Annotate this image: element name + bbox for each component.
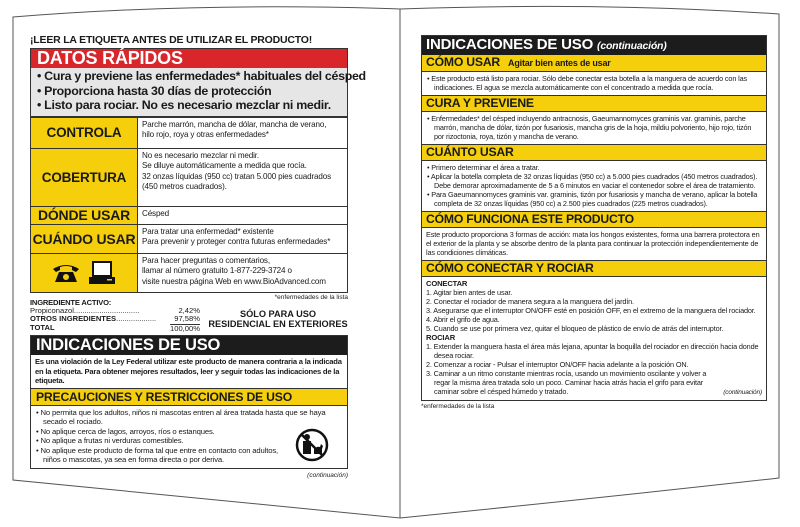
fact-row-controla bbox=[31, 117, 347, 148]
precaution-item: • No aplique a frutas ni verduras comestibles. bbox=[36, 436, 184, 446]
fact-row-cuando-usar bbox=[31, 224, 347, 253]
precaution-item: • No aplique este producto de forma tal que entre en contacto con adultos, niños o mascotas, ya sea en forma directa o por deriva. bbox=[36, 445, 279, 465]
title-suffix: (continuación) bbox=[597, 40, 667, 52]
fact-line: No es necesario mezclar ni medir. bbox=[142, 150, 259, 160]
como-funciona-body: Este producto proporciona 3 formas de acción: mata los hongos existentes, forma una barrera protectora en el exterior de la planta y se absorbe dentro de la planta para continuar la protección independientemente de las condiciones climáticas. bbox=[426, 230, 760, 257]
fact-row-donde-usar bbox=[31, 206, 347, 224]
section-como-funciona: CÓMO FUNCIONA ESTE PRODUCTO bbox=[422, 211, 766, 228]
bullet-item: • Este producto está listo para rociar. Sólo debe conectar esta botella a la manguera de acuerdo con las indicaciones. El agua se mezcla automáticamente con el concentrado a medida que rocía. bbox=[427, 74, 747, 92]
indicaciones-title: INDICACIONES DE USO bbox=[31, 336, 347, 355]
ingredient-pct: 2,42% bbox=[178, 305, 200, 315]
phone-icon bbox=[51, 262, 81, 284]
ingredient-name: Propiconazol bbox=[30, 305, 74, 315]
indicaciones-continued-title bbox=[422, 36, 766, 55]
datos-rapidos-box bbox=[30, 48, 366, 117]
title-text: INDICACIONES DE USO bbox=[426, 36, 594, 53]
continuation-note: (continuación) bbox=[307, 471, 348, 479]
leader-dots: ............................... bbox=[73, 305, 140, 315]
indicaciones-continued-box bbox=[421, 35, 767, 401]
fact-key: DÓNDE USAR bbox=[31, 207, 138, 224]
conectar-rociar-body bbox=[422, 277, 766, 400]
fact-row-cobertura bbox=[31, 148, 347, 206]
section-cura-previene: CURA Y PREVIENE bbox=[422, 95, 766, 112]
fact-value bbox=[138, 254, 347, 292]
ingredients-title: INGREDIENTE ACTIVO: bbox=[30, 297, 112, 307]
cuanto-usar-body bbox=[422, 161, 766, 211]
step-item: 3. Caminar a un ritmo constante mientras rocía, usando un movimiento oscilante y volver a regar la misma área tratada solo un poco. Caminar hacia atrás hacia el grifo para evitar caminar sobre el césped húmedo y tratado. bbox=[426, 369, 707, 396]
ingredients-section bbox=[30, 299, 348, 334]
fact-line: Para tratar una enfermedad* existente bbox=[142, 226, 274, 236]
precaution-item: • No aplique cerca de lagos, arroyos, ríos o estanques. bbox=[36, 426, 215, 436]
ingredients bbox=[30, 299, 200, 334]
bullet-item: • Enfermedades* del césped incluyendo antracnosis, Gaeumannomyces graminis var. graminis, parche marrón, mancha de dólar, tizón por fusariosis, mancha gris de la hoja, mildiu polvoriento, hijo rojo, tizón por rizoctonia, roya, tizón y mancha de verano. bbox=[427, 114, 752, 141]
contact-icons bbox=[31, 254, 138, 292]
rociar-title: ROCIAR bbox=[426, 333, 456, 342]
footnote: *enfermedades de la lista bbox=[274, 293, 348, 301]
fact-value bbox=[138, 207, 347, 224]
step-item: 4. Abrir el grifo de agua. bbox=[426, 315, 500, 324]
footnote: *enfermedades de la lista bbox=[421, 403, 495, 410]
bullet-item: • Aplicar la botella completa de 32 onzas líquidas (950 cc) a 5.000 pies cuadrados (450 metros cuadrados). Debe demorar aproximadamente de 5 a 6 minutos en vaciar el contenedor sobre el área de tratamiento. bbox=[427, 172, 758, 190]
federal-law-warning: Es una violación de la Ley Federal utilizar este producto de manera contraria a la indicada en la etiqueta. Para obtener mejores resultados, leer y seguir todas las indicaciones de la etiqueta. bbox=[31, 355, 347, 389]
step-item: 1. Extender la manguera hasta el área más lejana, apuntar la boquilla del rociador en dirección hacia donde desea rociar. bbox=[426, 342, 759, 360]
fact-line: Para prevenir y proteger contra futuras enfermedades* bbox=[142, 237, 331, 246]
bullet-item: • Primero determinar el área a tratar. bbox=[427, 163, 540, 172]
computer-icon bbox=[87, 261, 117, 285]
fact-row-contact bbox=[31, 253, 347, 292]
ingredient-row bbox=[30, 315, 200, 323]
step-item: 1. Agitar bien antes de usar. bbox=[426, 288, 513, 297]
datos-rapidos-bullets bbox=[31, 68, 366, 116]
precaution-item: • No permita que los adultos, niños ni mascotas entren al área tratada hasta que se haya secado el rociado. bbox=[36, 407, 326, 427]
cura-previene-body bbox=[422, 112, 766, 144]
ingredient-total bbox=[30, 324, 200, 333]
bullet-item: • Para Gaeumannomyces graminis var. graminis, tizón por fusariosis y mancha de verano, aplicar la botella completa de 32 onzas líquidas (950 cc) a 2.500 pies cuadrados (225 metros cuadrados). bbox=[427, 190, 758, 208]
fact-line: (450 metros cuadrados). bbox=[142, 182, 227, 191]
step-item: 2. Comenzar a rociar - Pulsar el interruptor ON/OFF hacia adelante a la posición ON. bbox=[426, 360, 689, 369]
ingredient-name: TOTAL bbox=[30, 322, 55, 332]
precauciones-list bbox=[31, 406, 347, 468]
fact-line: 32 onzas líquidas (950 cc) tratan 5.000 pies cuadrados bbox=[142, 171, 331, 181]
left-page bbox=[30, 34, 366, 479]
continuation-note: (continuación) bbox=[723, 389, 762, 396]
conectar-title: CONECTAR bbox=[426, 279, 468, 288]
fact-key: CONTROLA bbox=[31, 118, 138, 148]
fact-key: CUÁNDO USAR bbox=[31, 225, 138, 253]
section-como-usar bbox=[422, 55, 766, 72]
step-item: 2. Conectar el rociador de manera segura a la manguera del jardín. bbox=[426, 297, 634, 306]
no-people-pets-icon bbox=[295, 428, 329, 462]
fact-value bbox=[138, 225, 347, 253]
ingredient-pct: 100,00% bbox=[170, 323, 200, 333]
datos-bullet: • Listo para rociar. No es necesario mezclar ni medir. bbox=[37, 98, 331, 112]
ingredient-pct: 97,58% bbox=[174, 314, 200, 324]
leader-dots: ................... bbox=[116, 314, 157, 324]
fact-value bbox=[138, 118, 347, 148]
section-title: CÓMO USAR bbox=[426, 55, 501, 69]
datos-bullet: • Proporciona hasta 30 días de protección bbox=[37, 83, 272, 98]
section-subtitle: Agitar bien antes de usar bbox=[508, 58, 611, 68]
contact-web: visite nuestra página Web en www.BioAdvanced.com bbox=[142, 276, 326, 286]
fact-key: COBERTURA bbox=[31, 149, 138, 206]
como-usar-body bbox=[422, 72, 766, 95]
fact-line: Se diluye automáticamente a medida que rocía. bbox=[142, 161, 307, 170]
fact-line: Césped bbox=[142, 208, 169, 218]
contact-phone: llamar al número gratuito 1-877-229-3724 o bbox=[142, 266, 292, 275]
right-page bbox=[421, 35, 767, 410]
fact-line: Para hacer preguntas o comentarios, bbox=[142, 255, 270, 265]
fact-line: hilo rojo, roya y otras enfermedades* bbox=[142, 130, 269, 139]
precauciones-title: PRECAUCIONES Y RESTRICCIONES DE USO bbox=[31, 389, 347, 406]
indicaciones-box bbox=[30, 335, 348, 469]
step-item: 5. Cuando se use por primera vez, quitar el bloqueo de plástico de envío de atrás del interruptor. bbox=[426, 324, 724, 333]
ingredient-name: OTROS INGREDIENTES bbox=[30, 314, 117, 324]
facts-table bbox=[30, 117, 348, 293]
section-conectar-rociar: CÓMO CONECTAR Y ROCIAR bbox=[422, 260, 766, 277]
residential-line: SÓLO PARA USO bbox=[239, 308, 317, 319]
step-item: 3. Asegurarse que el interruptor ON/OFF esté en posición OFF, en el extremo de la manguera del rociador. bbox=[426, 306, 756, 315]
fact-value bbox=[138, 149, 347, 206]
residential-use-note bbox=[208, 299, 348, 334]
read-label-warning: ¡LEER LA ETIQUETA ANTES DE UTILIZAR EL PRODUCTO! bbox=[30, 34, 313, 46]
datos-bullet: • Cura y previene las enfermedades* habituales del césped bbox=[37, 69, 366, 83]
datos-rapidos-title: DATOS RÁPIDOS bbox=[31, 49, 347, 68]
fact-line: Parche marrón, mancha de dólar, mancha de verano, bbox=[142, 119, 327, 129]
residential-line: RESIDENCIAL EN EXTERIORES bbox=[208, 319, 348, 329]
section-cuanto-usar: CUÁNTO USAR bbox=[422, 144, 766, 161]
